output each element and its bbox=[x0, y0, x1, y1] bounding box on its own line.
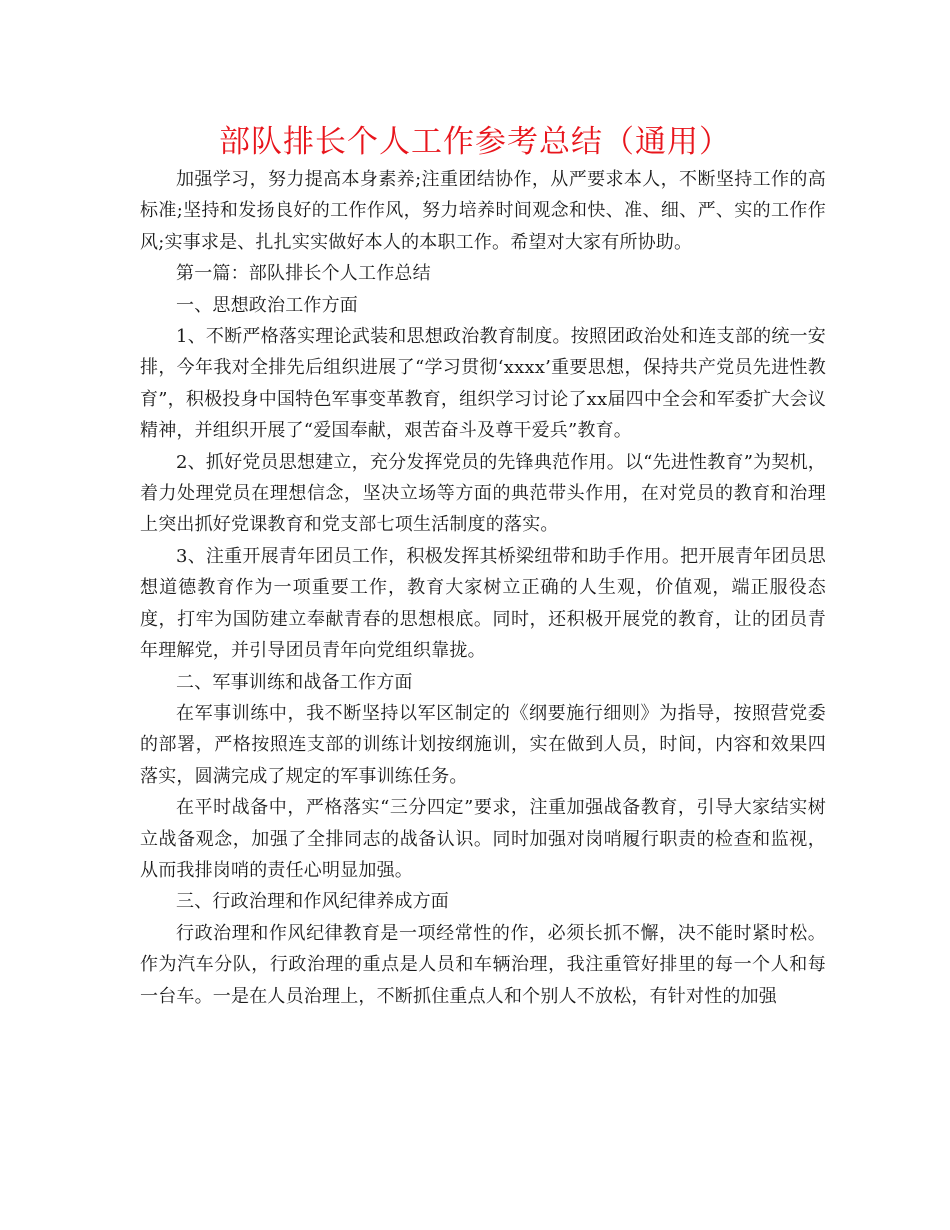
section-heading-political: 一、思想政治工作方面 bbox=[176, 294, 358, 316]
document-body bbox=[140, 164, 826, 1012]
section-heading-military: 二、军事训练和战备工作方面 bbox=[176, 671, 413, 693]
chapter-heading: 第一篇：部队排长个人工作总结 bbox=[176, 263, 431, 285]
paragraph-administration: 行政治理和作风纪律教育是一项经常性的作，必须长抓不懈，决不能时紧时松。作为汽车分队，行政治理的重点是人员和车辆治理，我注重管好排里的每一个人和每一台车。一是在人员治理上，不断抓住重点人和个别人不放松，有针对性的加强 bbox=[140, 922, 826, 1007]
section-heading-administration: 三、行政治理和作风纪律养成方面 bbox=[176, 891, 449, 913]
paragraph-political-1: 1、不断严格落实理论武装和思想政治教育制度。按照团政治处和连支部的统一安排，今年我对全排先后组织进展了“学习贯彻‘xxxx’重要思想，保持共产党员先进性教育”，积极投身中国特色军事变革教育，组织学习讨论了xx届四中全会和军委扩大会议精神，并组织开展了“爱国奉献，艰苦奋斗及尊干爱兵”教育。 bbox=[140, 326, 826, 442]
document-title: 部队排长个人工作参考总结（通用） bbox=[219, 124, 731, 160]
paragraph-political-3: 3、注重开展青年团员工作，积极发挥其桥梁纽带和助手作用。把开展青年团员思想道德教育作为一项重要工作，教育大家树立正确的人生观，价值观，端正服役态度，打牢为国防建立奉献青春的思想根底。同时，还积极开展党的教育，让的团员青年理解党，并引导团员青年向党组织靠拢。 bbox=[140, 545, 826, 662]
intro-paragraph: 加强学习，努力提高本身素养;注重团结协作，从严要求本人，不断坚持工作的高标准;坚持和发扬良好的工作作风，努力培养时间观念和快、准、细、严、实的工作作风;实事求是、扎扎实实做好本人的本职工作。希望对大家有所协助。 bbox=[140, 169, 826, 253]
paragraph-combat-readiness: 在平时战备中，严格落实“三分四定”要求，注重加强战备教育，引导大家结实树立战备观念，加强了全排同志的战备认识。同时加强对岗哨履行职责的检查和监视，从而我排岗哨的责任心明显加强。 bbox=[140, 797, 826, 881]
paragraph-military-training: 在军事训练中，我不断坚持以军区制定的《纲要施行细则》为指导，按照营党委的部署，严格按照连支部的训练计划按纲施训，实在做到人员，时间，内容和效果四落实，圆满完成了规定的军事训练任务。 bbox=[140, 702, 826, 787]
paragraph-political-2: 2、抓好党员思想建立，充分发挥党员的先锋典范作用。以“先进性教育”为契机，着力处理党员在理想信念，坚决立场等方面的典范带头作用，在对党员的教育和治理上突出抓好党课教育和党支部七项生活制度的落实。 bbox=[140, 451, 826, 536]
